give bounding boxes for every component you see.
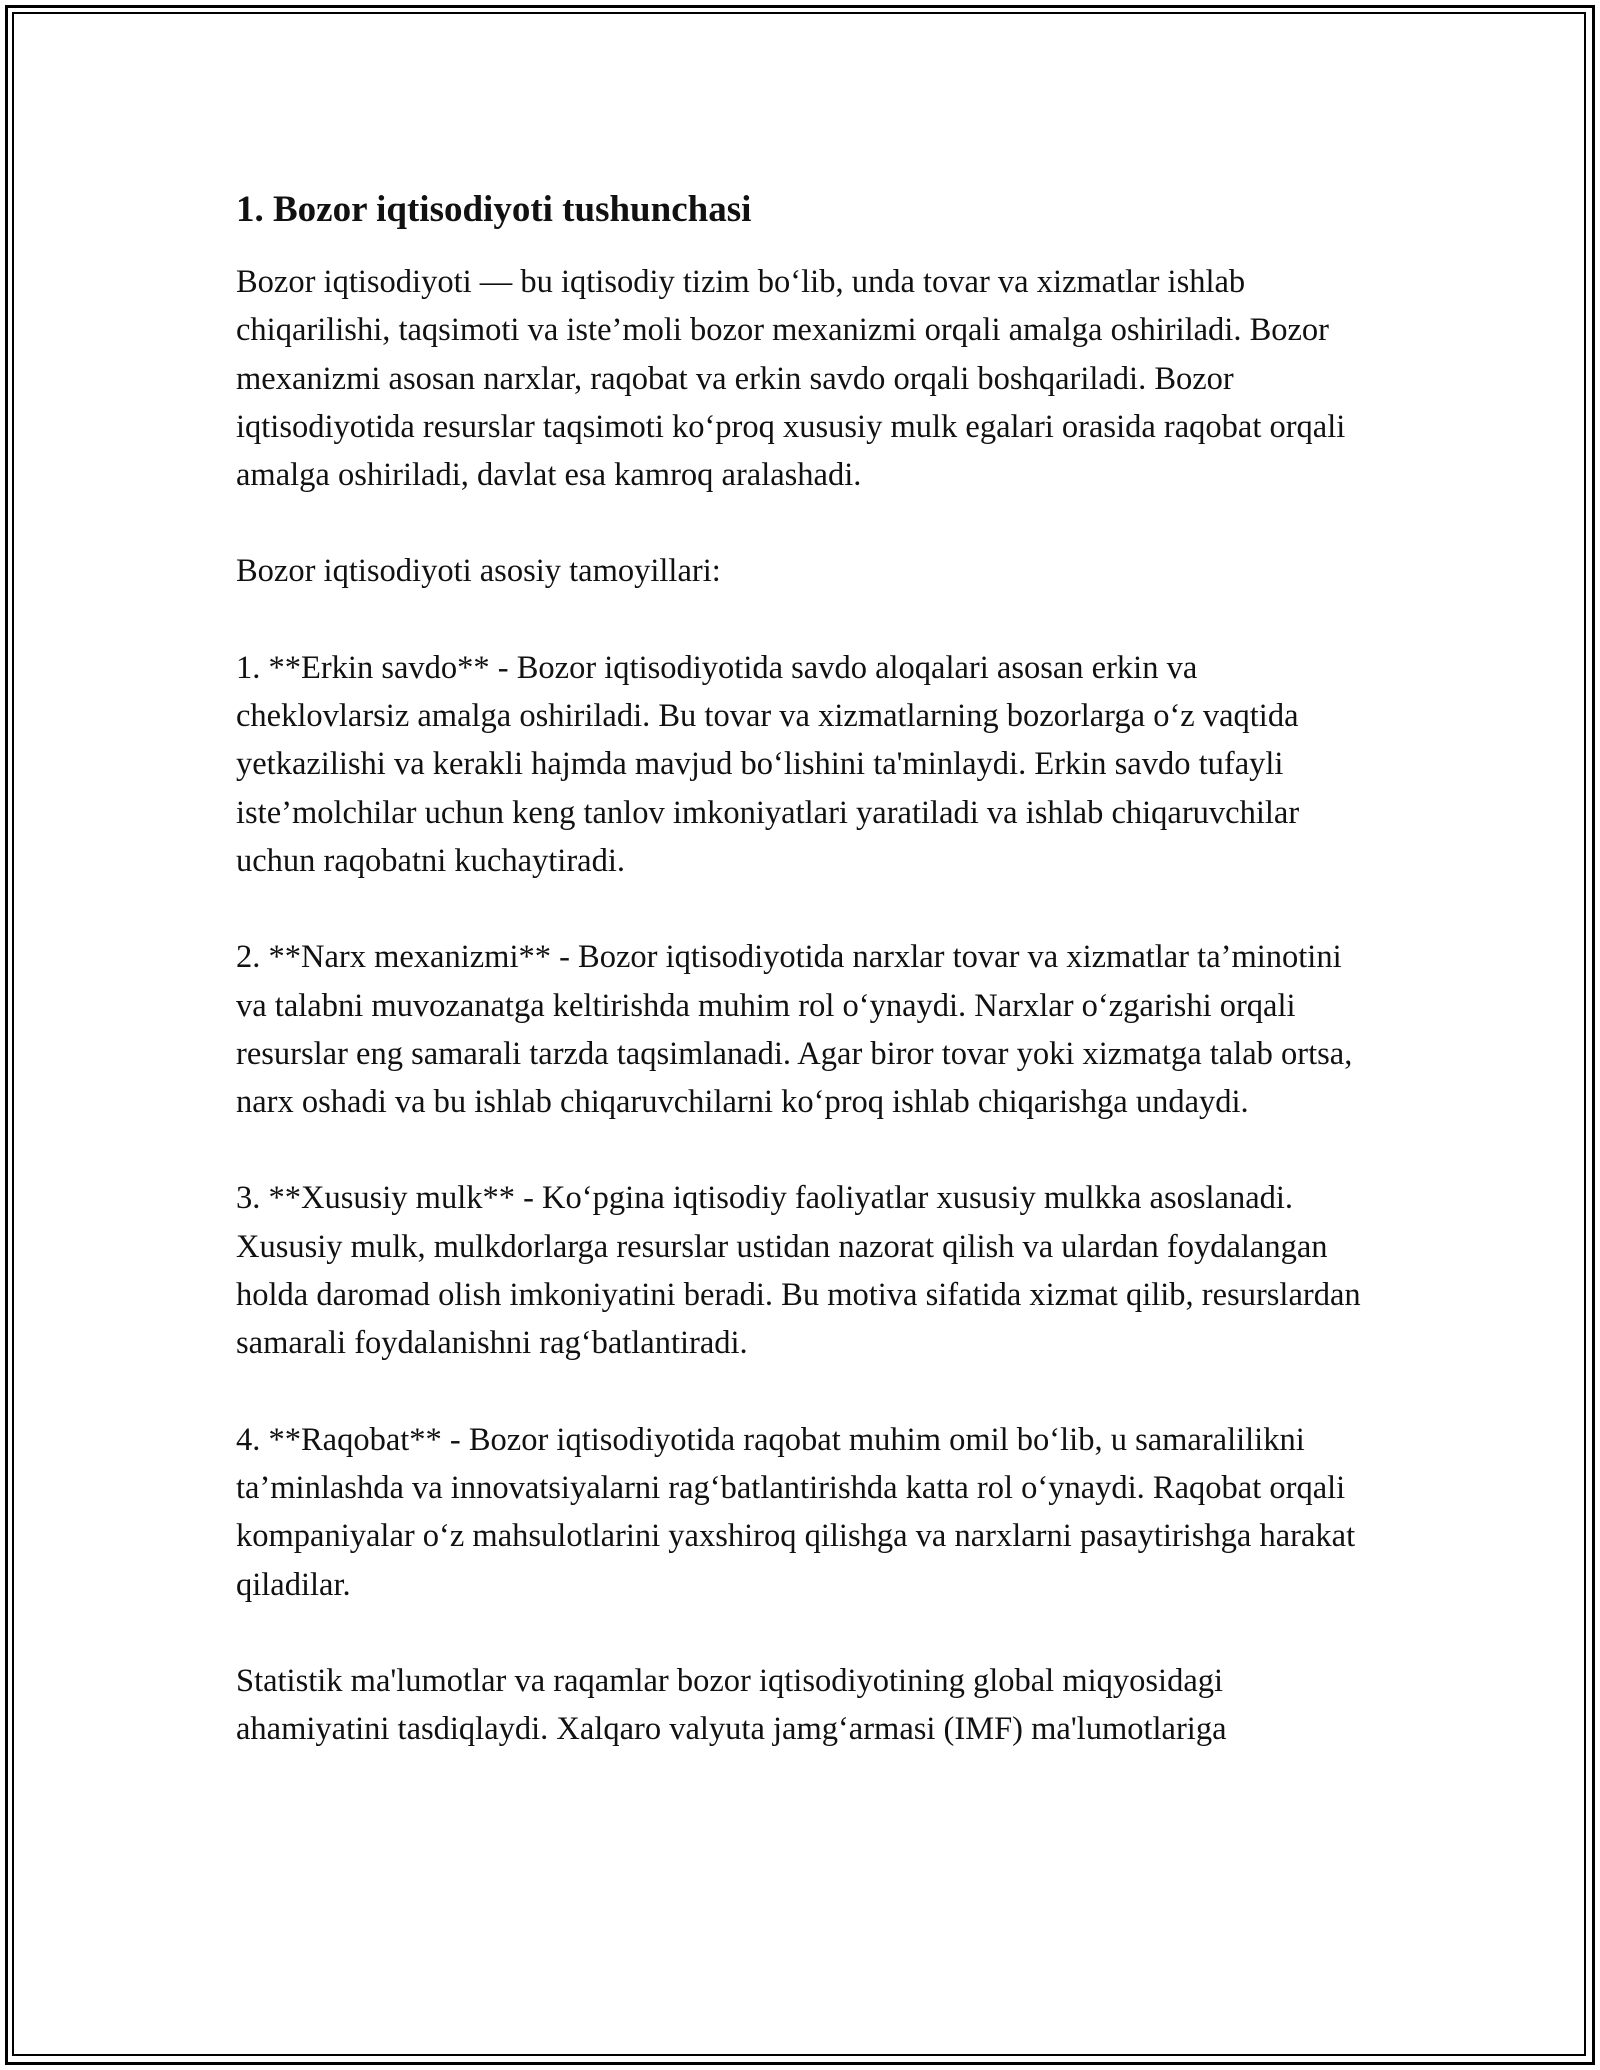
principle-competition: 4. **Raqobat** - Bozor iqtisodiyotida raqobat muhim omil bo‘lib, u samaralilikni ta’minlashda va innovatsiyalarni rag‘batlantirishda katta rol o‘ynaydi. Raqobat orqali kompaniyalar o‘z mahsulotlarini yaxshiroq qilishga va narxlarni pasaytirishga harakat qiladilar.	[236, 1421, 1356, 1603]
principle-free-trade: 1. **Erkin savdo** - Bozor iqtisodiyotida savdo aloqalari asosan erkin va cheklovlarsiz amalga oshiriladi. Bu tovar va xizmatlarning bozorlarga o‘z vaqtida yetkazilishi va kerakli hajmda mavjud bo‘lishini ta'minlaydi. Erkin savdo tufayli iste’molchilar uchun keng tanlov imkoniyatlari yaratiladi va ishlab chiqaruvchilar uchun raqobatni kuchaytiradi.	[236, 649, 1300, 879]
principles-intro: Bozor iqtisodiyoti asosiy tamoyillari:	[236, 553, 721, 590]
document-body	[236, 186, 1366, 1753]
principle-private-property: 3. **Xususiy mulk** - Ko‘pgina iqtisodiy faoliyatlar xususiy mulkka asoslanadi. Xususiy mulk, mulkdorlarga resurslar ustidan nazorat qilish va ulardan foydalangan holda daromad olish imkoniyatini beradi. Bu motiva sifatida xizmat qilib, resurslardan samarali foydalanishni rag‘batlantiradi.	[236, 1180, 1361, 1362]
statistics-paragraph: Statistik ma'lumotlar va raqamlar bozor iqtisodiyotining global miqyosidagi ahamiyatini tasdiqlaydi. Xalqaro valyuta jamg‘armasi (IMF) ma'lumotlariga	[236, 1662, 1227, 1748]
intro-paragraph: Bozor iqtisodiyoti — bu iqtisodiy tizim bo‘lib, unda tovar va xizmatlar ishlab chiqarilishi, taqsimoti va iste’moli bozor mexanizmi orqali amalga oshiriladi. Bozor mexanizmi asosan narxlar, raqobat va erkin savdo orqali boshqariladi. Bozor iqtisodiyotida resurslar taqsimoti ko‘proq xususiy mulk egalari orasida raqobat orqali amalga oshiriladi, davlat esa kamroq aralashadi.	[236, 264, 1346, 494]
section-heading: 1. Bozor iqtisodiyoti tushunchasi	[236, 189, 752, 230]
principle-price-mechanism: 2. **Narx mexanizmi** - Bozor iqtisodiyotida narxlar tovar va xizmatlar ta’minotini va talabni muvozanatga keltirishda muhim rol o‘ynaydi. Narxlar o‘zgarishi orqali resurslar eng samarali tarzda taqsimlanadi. Agar biror tovar yoki xizmatga talab ortsa, narx oshadi va bu ishlab chiqaruvchilarni ko‘proq ishlab chiqarishga undaydi.	[236, 939, 1353, 1121]
